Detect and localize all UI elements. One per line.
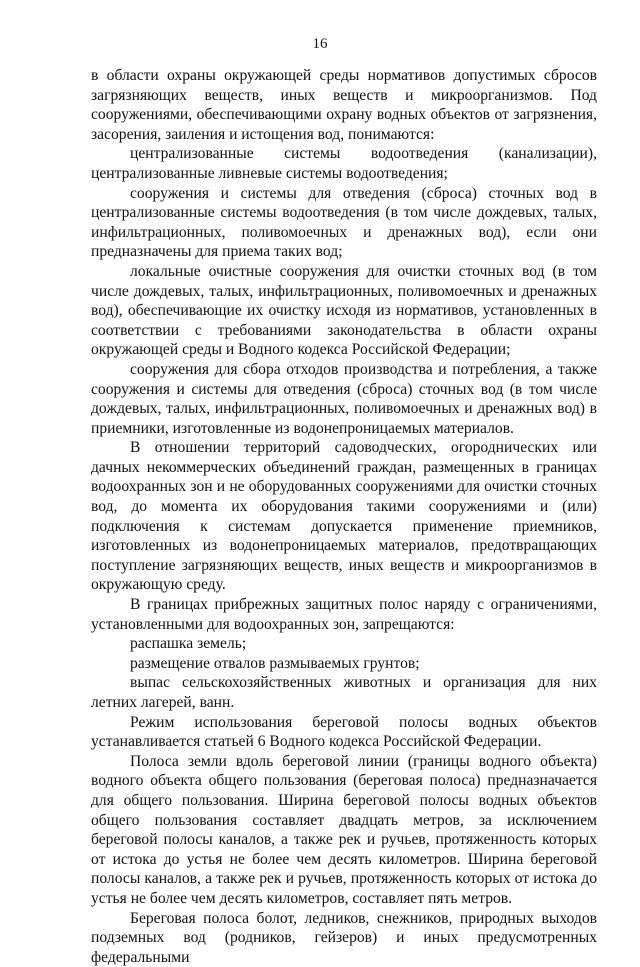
paragraph: сооружения и системы для отведения (сброса) сточных вод в централизованные системы водоотведения (в том числе дождевых, талых, инфильтрационных, поливомоечных и дренажных вод), если они предназначены для приема таких вод; bbox=[91, 184, 597, 261]
paragraph: сооружения для сбора отходов производства и потребления, а также сооружения и системы для отведения (сброса) сточных вод (в том числе дождевых, талых, инфильтрационных, поливомоечных и дренажных вод) в приемники, изготовленные из водонепроницаемых материалов. bbox=[91, 360, 597, 437]
paragraph: локальные очистные сооружения для очистки сточных вод (в том числе дождевых, талых, инфильтрационных, поливомоечных и дренажных вод), обеспечивающие их очистку исходя из нормативов, установленных в соответствии с требованиями законодательства в области охраны окружающей среды и Водного кодекса Российской Федерации; bbox=[91, 262, 597, 359]
paragraph: Полоса земли вдоль береговой линии (границы водного объекта) водного объекта общего пользования (береговая полоса) предназначается для общего пользования. Ширина береговой полосы водных объектов общего пользования составляет двадцать метров, за исключением береговой полосы каналов, а также рек и ручьев, протяженность которых от истока до устья не более чем десять километров. Ширина береговой полосы каналов, а также рек и ручьев, протяженность которых от истока до устья не более чем десять километров, составляет пять метров. bbox=[91, 752, 597, 907]
paragraph: распашка земель; bbox=[130, 635, 247, 653]
paragraph: в области охраны окружающей среды нормативов допустимых сбросов загрязняющих веществ, иных веществ и микроорганизмов. Под сооружениями, обеспечивающими охрану водных объектов от загрязнения, засорения, заиления и истощения вод, понимаются: bbox=[91, 67, 597, 143]
page-number: 16 bbox=[312, 36, 328, 52]
paragraph: выпас сельскохозяйственных животных и организация для них летних лагерей, ванн. bbox=[91, 674, 597, 711]
paragraph: Режим использования береговой полосы водных объектов устанавливается статьей 6 Водного кодекса Российской Федерации. bbox=[91, 713, 597, 751]
document-body bbox=[91, 66, 597, 967]
paragraph: размещение отвалов размываемых грунтов; bbox=[130, 654, 420, 672]
paragraph: Береговая полоса болот, ледников, снежников, природных выходов подземных вод (родников, гейзеров) и иных предусмотренных федеральными bbox=[91, 909, 597, 966]
paragraph: В границах прибрежных защитных полос наряду с ограничениями, установленными для водоохранных зон, запрещаются: bbox=[91, 596, 597, 633]
paragraph: централизованные системы водоотведения (канализации), централизованные ливневые системы водоотведения; bbox=[91, 145, 597, 182]
paragraph: В отношении территорий садоводческих, огороднических или дачных некоммерческих объединений граждан, размещенных в границах водоохранных зон и не оборудованных сооружениями для очистки сточных вод, до момента их оборудования такими сооружениями и (или) подключения к системам допускается применение приемников, изготовленных из водонепроницаемых материалов, предотвращающих поступление загрязняющих веществ, иных веществ и микроорганизмов в окружающую среду. bbox=[91, 439, 597, 594]
